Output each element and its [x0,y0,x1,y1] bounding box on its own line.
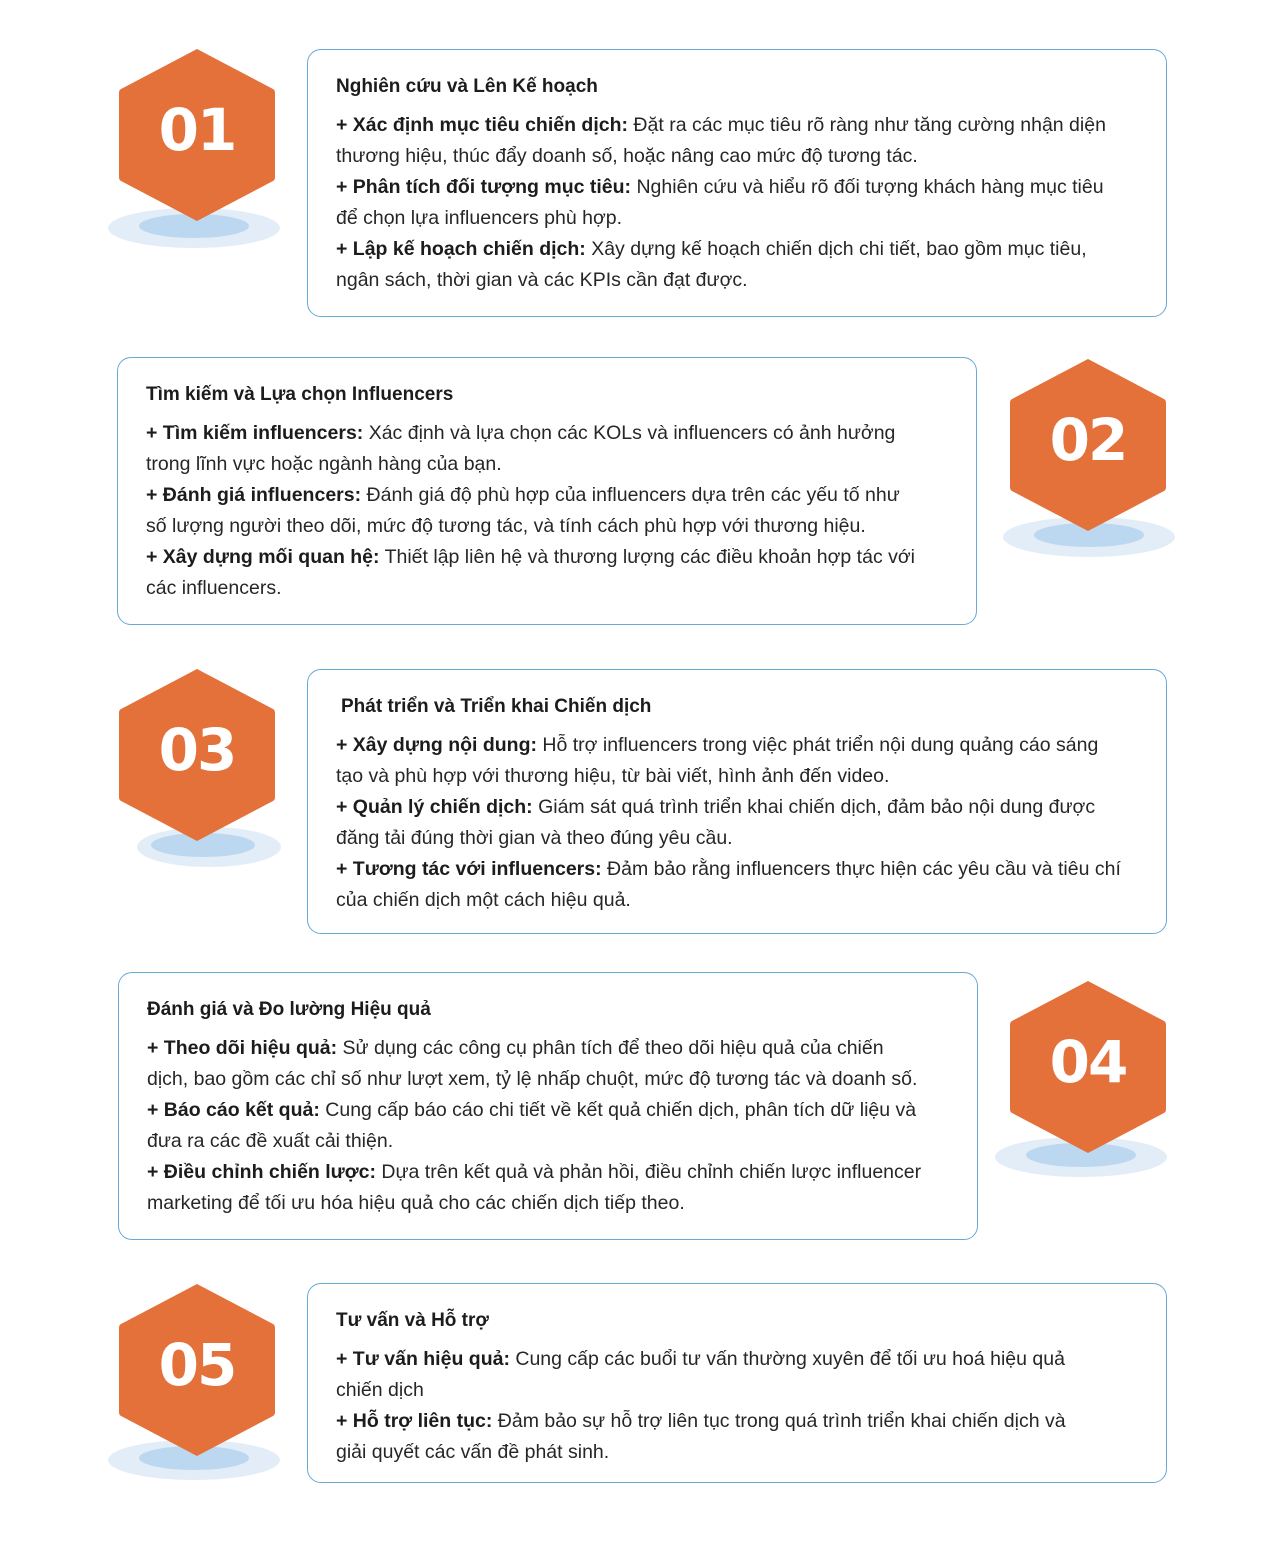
card-line [336,854,1138,885]
line-text: Dựa trên kết quả và phản hồi, điều chỉnh chiến lược influencer [375,1161,922,1183]
line-text: Đảm bảo sự hỗ trợ liên tục trong quá trình triển khai chiến dịch và [492,1410,1066,1432]
line-label: + Tư vấn hiệu quả: [336,1348,510,1370]
step-title: Tư vấn và Hỗ trợ [336,1310,489,1331]
line-text: đưa ra các đề xuất cải thiện. [147,1130,394,1152]
line-text: Đảm bảo rằng influencers thực hiện các yêu cầu và tiêu chí [601,858,1121,880]
line-text: Nghiên cứu và hiểu rõ đối tượng khách hàng mục tiêu [631,176,1104,198]
card-line [336,792,1138,823]
line-text: Giám sát quá trình triển khai chiến dịch, đảm bảo nội dung được [532,796,1096,818]
line-text: Sử dụng các công cụ phân tích để theo dõi hiệu quả của chiến [337,1037,884,1059]
step-number-badge [107,45,287,255]
card-line [147,1188,949,1219]
line-text: giải quyết các vấn đề phát sinh. [336,1441,610,1463]
card-line [336,203,1138,234]
card-line [146,418,948,449]
card-line [336,141,1138,172]
line-text: dịch, bao gồm các chỉ số như lượt xem, tỷ lệ nhấp chuột, mức độ tương tác và doanh số. [147,1068,918,1090]
step-number: 05 [158,1331,236,1399]
line-text: ngân sách, thời gian và các KPIs cần đạt được. [336,269,748,291]
step-title: Đánh giá và Đo lường Hiệu quả [147,999,431,1020]
card-line [336,1406,1138,1437]
line-text: để chọn lựa influencers phù hợp. [336,207,623,229]
line-label: + Điều chỉnh chiến lược: [147,1161,376,1183]
step-number: 04 [1049,1028,1127,1096]
card-line [336,1437,1138,1468]
card-line [336,110,1138,141]
line-text: thương hiệu, thúc đẩy doanh số, hoặc nâng cao mức độ tương tác. [336,145,918,167]
card-line [146,573,948,604]
line-text: Cung cấp báo cáo chi tiết về kết quả chiến dịch, phân tích dữ liệu và [319,1099,917,1121]
line-label: + Xây dựng nội dung: [336,734,537,756]
line-text: tạo và phù hợp với thương hiệu, từ bài viết, hình ảnh đến video. [336,765,890,787]
card-line [146,542,948,573]
card-line [336,234,1138,265]
line-text: số lượng người theo dõi, mức độ tương tác, và tính cách phù hợp với thương hiệu. [146,515,866,537]
step-title: Phát triển và Triển khai Chiến dịch [341,696,652,717]
line-text: đăng tải đúng thời gian và theo đúng yêu cầu. [336,827,733,849]
line-label: + Xác định mục tiêu chiến dịch: [336,114,629,136]
line-label: + Hỗ trợ liên tục: [336,1410,493,1432]
card-line [336,761,1138,792]
step-card [117,357,977,625]
card-line [336,823,1138,854]
line-text: trong lĩnh vực hoặc ngành hàng của bạn. [146,453,502,475]
line-text: Đặt ra các mục tiêu rõ ràng như tăng cường nhận diện [628,114,1106,136]
card-line [336,172,1138,203]
line-label: + Quản lý chiến dịch: [336,796,533,818]
line-text: Xác định và lựa chọn các KOLs và influencers có ảnh hưởng [363,422,896,444]
line-text: các influencers. [146,577,282,599]
step-number-badge [998,355,1178,565]
line-text: của chiến dịch một cách hiệu quả. [336,889,631,911]
line-label: + Tương tác với influencers: [336,858,602,880]
line-label: + Theo dõi hiệu quả: [147,1037,338,1059]
step-number-badge [998,977,1178,1187]
step-number: 02 [1049,406,1127,474]
card-line [146,449,948,480]
card-line [336,730,1138,761]
step-card [307,1283,1167,1483]
card-line [146,511,948,542]
line-label: + Phân tích đối tượng mục tiêu: [336,176,632,198]
card-line [147,1095,949,1126]
step-title: Tìm kiếm và Lựa chọn Influencers [146,384,454,405]
card-line [336,1375,1138,1406]
card-line [147,1033,949,1064]
line-label: + Đánh giá influencers: [146,484,362,506]
line-label: + Lập kế hoạch chiến dịch: [336,238,586,260]
step-title: Nghiên cứu và Lên Kế hoạch [336,76,598,97]
card-line [336,265,1138,296]
line-label: + Tìm kiếm influencers: [146,422,364,444]
step-number-badge [107,1280,287,1490]
step-number: 03 [158,716,236,784]
step-number-badge [107,665,287,875]
line-text: chiến dịch [336,1379,424,1401]
line-text: Cung cấp các buổi tư vấn thường xuyên để tối ưu hoá hiệu quả [509,1348,1065,1370]
line-label: + Xây dựng mối quan hệ: [146,546,380,568]
step-card [307,669,1167,934]
line-text: Thiết lập liên hệ và thương lượng các điều khoản hợp tác với [379,546,915,568]
card-line [336,885,1138,916]
card-line [336,1344,1138,1375]
line-text: Hỗ trợ influencers trong việc phát triển nội dung quảng cáo sáng [537,734,1099,756]
step-card [307,49,1167,317]
line-label: + Báo cáo kết quả: [147,1099,320,1121]
step-card [118,972,978,1240]
card-line [147,1157,949,1188]
step-number: 01 [158,96,236,164]
card-line [147,1126,949,1157]
line-text: Đánh giá độ phù hợp của influencers dựa trên các yếu tố như [361,484,900,506]
line-text: marketing để tối ưu hóa hiệu quả cho các chiến dịch tiếp theo. [147,1192,685,1214]
card-line [146,480,948,511]
card-line [147,1064,949,1095]
line-text: Xây dựng kế hoạch chiến dịch chi tiết, bao gồm mục tiêu, [585,238,1087,260]
